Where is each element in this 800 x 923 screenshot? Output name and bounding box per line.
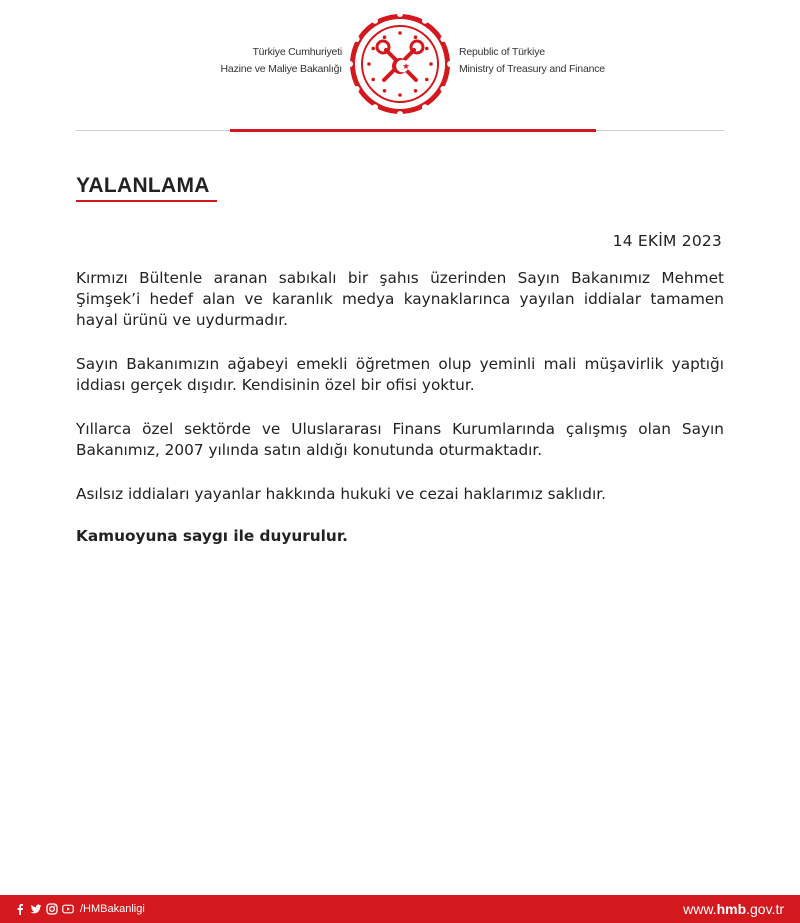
- footer-bar: [0, 895, 800, 923]
- website-prefix: www.: [683, 901, 717, 917]
- ministry-seal-icon: [346, 10, 454, 118]
- social-handle[interactable]: /HMBakanligi: [80, 903, 145, 915]
- letterhead-english-line1: Republic of Türkiye: [459, 46, 545, 58]
- social-links: [14, 895, 145, 923]
- website-link[interactable]: [683, 895, 784, 923]
- document-date: 14 EKİM 2023: [612, 232, 722, 250]
- paragraph-1: Kırmızı Bültenle aranan sabıkalı bir şahıs üzerinden Sayın Bakanımız Mehmet Şimşek’i hedef alan ve karanlık medya kaynaklarınca yayılan iddialar tamamen hayal ürünü ve uydurmadır.: [76, 269, 724, 329]
- website-suffix: .gov.tr: [746, 901, 784, 917]
- header-accent-line: [230, 129, 596, 132]
- letterhead-english-name: [459, 44, 659, 78]
- letterhead: [0, 0, 800, 140]
- letterhead-turkish-line1: Türkiye Cumhuriyeti: [252, 46, 342, 58]
- paragraph-4: Asılsız iddiaları yayanlar hakkında hukuki ve cezai haklarımız saklıdır.: [76, 485, 607, 503]
- twitter-icon[interactable]: [30, 903, 42, 915]
- facebook-icon[interactable]: [14, 903, 26, 915]
- paragraph-3: Yıllarca özel sektörde ve Uluslararası Finans Kurumlarında çalışmış olan Sayın Bakanımız, 2007 yılında satın aldığı konutunda oturmaktadır.: [76, 420, 724, 459]
- website-domain: hmb: [716, 901, 747, 917]
- instagram-icon[interactable]: [46, 903, 58, 915]
- letterhead-turkish-line2: Hazine ve Maliye Bakanlığı: [220, 63, 342, 75]
- letterhead-turkish-name: [190, 44, 342, 78]
- document-title: YALANLAMA: [76, 174, 210, 197]
- closing-statement: Kamuoyuna saygı ile duyurulur.: [76, 527, 348, 545]
- title-underline: [76, 200, 217, 202]
- letterhead-english-line2: Ministry of Treasury and Finance: [459, 63, 605, 75]
- paragraph-2: Sayın Bakanımızın ağabeyi emekli öğretmen olup yeminli mali müşavirlik yaptığı iddiası gerçek dışıdır. Kendisinin özel bir ofisi yoktur.: [76, 355, 724, 394]
- youtube-icon[interactable]: [62, 903, 74, 915]
